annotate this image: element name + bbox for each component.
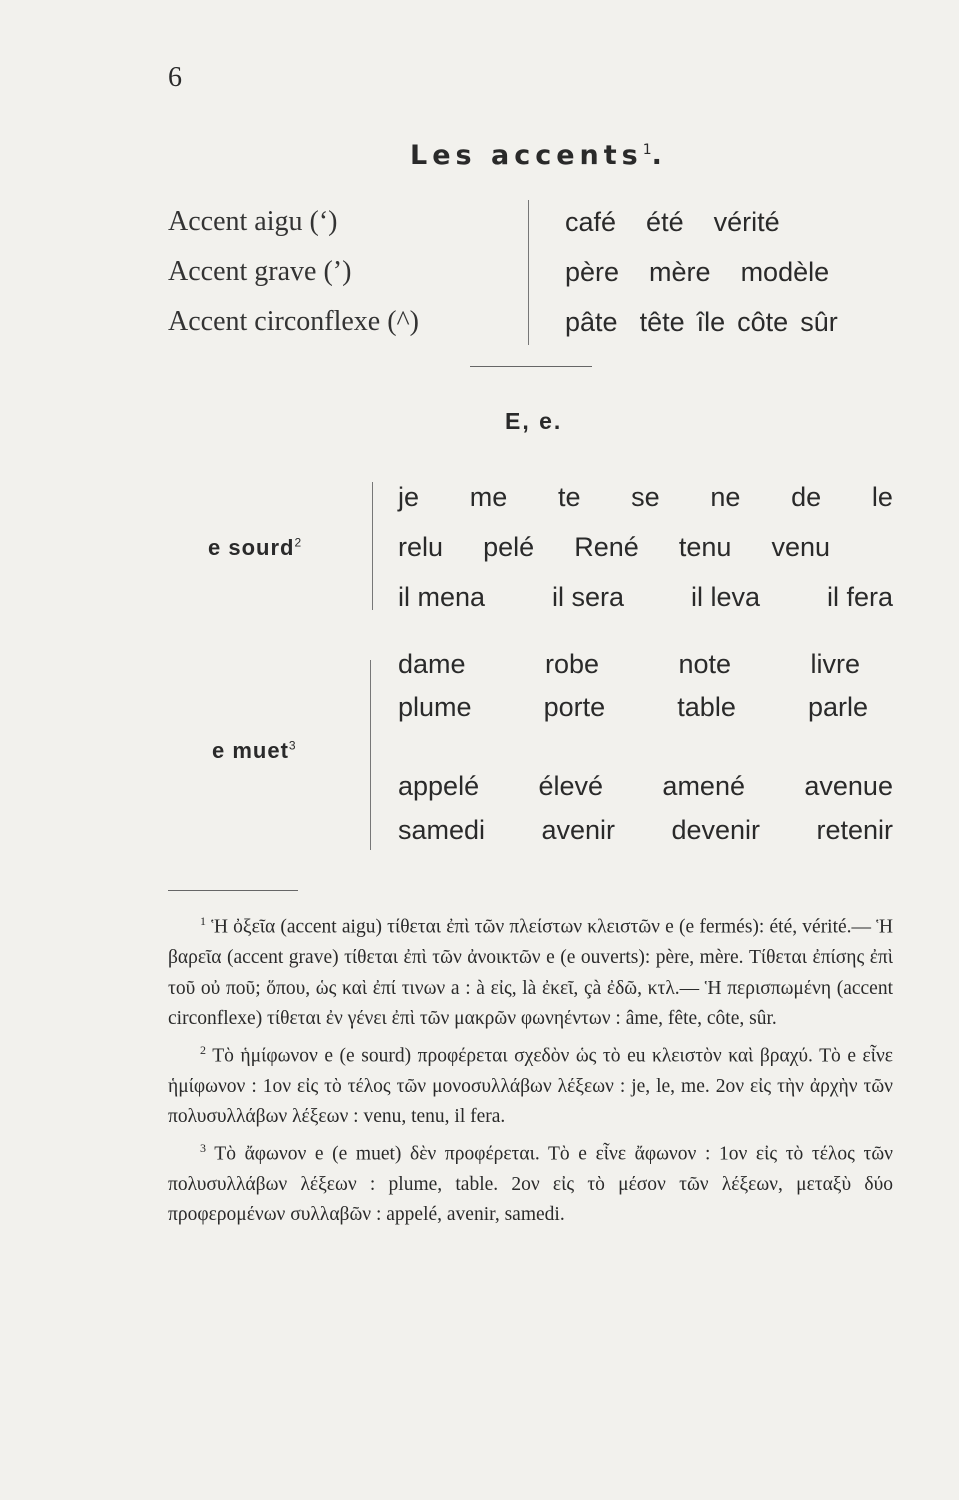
section-title — [410, 140, 667, 171]
example-word: table — [677, 692, 736, 722]
example-word: avenue — [804, 771, 893, 801]
footnote-mark: 2 — [200, 1042, 206, 1057]
example-word: il fera — [826, 582, 893, 612]
example-word: il leva — [690, 582, 761, 612]
example-word: sûr — [800, 307, 838, 337]
e-sourd-label — [208, 535, 302, 561]
example-word: il sera — [552, 582, 625, 612]
example-word: venu — [771, 532, 830, 562]
example-word: père — [565, 257, 620, 287]
section-rule — [470, 366, 592, 367]
example-word: plume — [398, 692, 472, 722]
footnote-ref-1: 1 — [642, 142, 652, 158]
footnote-text: Ἡ ὀξεῖα (accent aigu) τίθεται ἐπὶ τῶν πλείστων κλειστῶν e (e fermés): été, vérité.— Ἡ βαρεῖα (accent grave) τίθεται ἐπὶ τῶν ἀνοικτῶν e (e ouverts): père, mère. Τίθεται ἐπίσης ἐπὶ τοῦ οὐ ποῦ; ὅπου, ὡς καὶ ἐπί τινων a : à εἰς, là ἐκεῖ, çà ἐδῶ, κτλ.— Ἡ περισπωμένη (accent circonflexe) τίθεται ἐν γένει ἐπὶ τῶν μακρῶν φωνηέντων : âme, fête, côte, sûr. — [168, 916, 893, 1029]
accent-grave-label: Accent grave (ʼ) — [168, 256, 352, 287]
footnotes — [168, 906, 893, 1231]
e-sourd-row-2 — [398, 532, 830, 563]
example-word: livre — [810, 649, 860, 679]
example-word: avenir — [541, 815, 616, 845]
e-sourd-bracket — [372, 482, 373, 610]
e-muet-row-3 — [398, 771, 893, 802]
example-word: le — [871, 482, 893, 512]
e-muet-label — [212, 738, 297, 764]
e-muet-label-text: e muet — [212, 738, 289, 763]
example-word: devenir — [671, 815, 761, 845]
example-word: dame — [398, 649, 466, 679]
footnote-ref-3: 3 — [288, 738, 297, 753]
example-word: me — [469, 482, 508, 512]
example-word: René — [574, 532, 639, 562]
footnote-mark: 1 — [200, 914, 206, 928]
page-number: 6 — [168, 62, 182, 93]
example-word: tête — [639, 307, 685, 337]
example-word: se — [631, 482, 660, 512]
example-word: je — [398, 482, 420, 512]
example-word: il mena — [398, 582, 486, 612]
e-muet-row-4 — [398, 815, 893, 846]
letter-heading: E, e. — [505, 408, 563, 434]
example-word: porte — [543, 692, 606, 722]
footnote-2 — [168, 1035, 893, 1133]
e-sourd-row-3 — [398, 582, 893, 613]
footnote-text: Τὸ ἡμίφωνον e (e sourd) προφέρεται σχεδὸν ὡς τὸ eu κλειστὸν καὶ βραχύ. Τὸ e εἶνε ἡμίφωνον : 1ον εἰς τὸ τέλος τῶν μονοσυλλάβων λέξεων : je, le, me. 2ον εἰς τὴν ἀρχὴν τῶν πολυσυλλάβων λέξεων : venu, tenu, il fera. — [168, 1045, 893, 1127]
example-word: te — [557, 482, 581, 512]
example-word: élevé — [538, 771, 604, 801]
section-title-text: Les accents — [410, 140, 643, 171]
e-sourd-label-text: e sourd — [208, 535, 295, 560]
example-word: île — [696, 307, 726, 337]
example-word: samedi — [398, 815, 486, 845]
example-word: côte — [737, 307, 789, 337]
example-word: de — [791, 482, 822, 512]
footnote-3 — [168, 1133, 893, 1231]
example-word: pâte — [565, 307, 618, 337]
example-word: tenu — [678, 532, 732, 562]
footnote-rule — [168, 890, 298, 891]
e-sourd-row-1 — [398, 482, 893, 513]
accent-aigu-label: Accent aigu (ʻ) — [168, 206, 338, 237]
example-word: note — [678, 649, 732, 679]
accent-aigu-examples — [565, 207, 810, 238]
example-word: ne — [710, 482, 741, 512]
footnote-ref-2: 2 — [294, 535, 303, 550]
e-muet-row-2 — [398, 692, 868, 723]
example-word: amené — [662, 771, 745, 801]
example-word: mère — [649, 257, 711, 287]
example-word: vérité — [713, 207, 780, 237]
example-word: café — [565, 207, 617, 237]
footnote-text: Τὸ ἄφωνον e (e muet) δὲν προφέρεται. Τὸ e εἶνε ἄφωνον : 1ον εἰς τὸ τέλος τῶν πολυσυλλάβων λέξεων : plume, table. 2ον εἰς τὸ μέσον τῶν λέξεων, μεταξὺ δύο προφερομένων συλλαβῶν : appelé, avenir, samedi. — [168, 1143, 893, 1225]
e-muet-row-1 — [398, 649, 860, 680]
example-word: robe — [544, 649, 600, 679]
accent-circonflexe-examples — [565, 307, 838, 338]
e-muet-bracket — [370, 660, 371, 850]
footnote-mark: 3 — [200, 1140, 206, 1155]
table-divider — [528, 200, 529, 345]
footnote-1 — [168, 906, 893, 1035]
example-word: retenir — [816, 815, 893, 845]
example-word: relu — [398, 532, 444, 562]
example-word: modèle — [740, 257, 830, 287]
accent-circonflexe-label: Accent circonflexe (^) — [168, 306, 419, 337]
example-word: pelé — [483, 532, 535, 562]
section-title-end: . — [651, 140, 667, 171]
accent-grave-examples — [565, 257, 829, 288]
example-word: appelé — [398, 771, 480, 801]
example-word: parle — [807, 692, 868, 722]
example-word: été — [646, 207, 684, 237]
